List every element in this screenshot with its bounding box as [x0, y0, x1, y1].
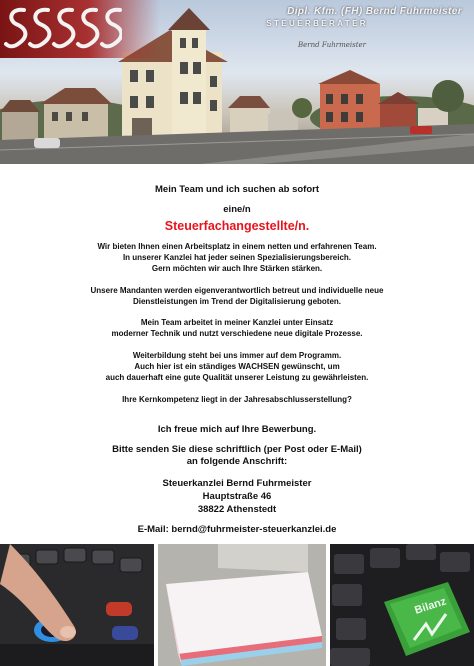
paragraph-kernkompetenz: [0, 394, 474, 405]
paragraph-line: Gern möchten wir auch Ihre Stärken stärken.: [151, 264, 323, 273]
stylized-s-logo-icon: [4, 2, 122, 54]
bilanz-key-label: Bilanz: [413, 595, 448, 617]
paragraph-mandanten: [0, 285, 474, 307]
header-banner: [0, 0, 474, 164]
address-line: Steuerkanzlei Bernd Fuhrmeister: [162, 478, 312, 489]
sticky-notes-image: [158, 544, 326, 666]
paragraph-line: moderner Technik und nutzt verschiedene neue digitale Prozesse.: [111, 329, 363, 338]
firm-subtitle: STEUERBERATER: [266, 19, 368, 28]
send-line: an folgende Anschrift:: [186, 456, 288, 467]
email-address[interactable]: E-Mail: bernd@fuhrmeister-steuerkanzlei.de: [137, 524, 337, 535]
calculator-keypad-image: [0, 544, 154, 666]
keyboard-bilanz-key-image: [330, 544, 474, 666]
send-line: Bitte senden Sie diese schriftlich (per Post oder E-Mail): [112, 444, 362, 455]
paragraph-weiterbildung: [0, 350, 474, 383]
address-line: 38822 Athenstedt: [197, 504, 277, 515]
paragraph-line: Dienstleistungen im Trend der Digitalisierung geboten.: [132, 297, 342, 306]
paragraph-line: auch dauerhaft eine gute Qualität unserer Leistung zu gewährleisten.: [105, 373, 369, 382]
send-instructions: [0, 444, 474, 468]
intro-text: Mein Team und ich suchen ab sofort: [155, 184, 319, 195]
paragraph-line: Ihre Kernkompetenz liegt in der Jahresabschlusserstellung?: [122, 395, 352, 404]
paragraph-line: In unserer Kanzlei hat jeder seinen Spezialisierungsbereich.: [122, 253, 352, 262]
job-title: Steuerfachangestellte/n.: [164, 219, 310, 233]
paragraph-line: Weiterbildung steht bei uns immer auf dem Programm.: [132, 351, 342, 360]
paragraph-line: Mein Team arbeitet in meiner Kanzlei unter Einsatz: [140, 318, 334, 327]
postal-address: [0, 477, 474, 516]
paragraph-technik: [0, 317, 474, 339]
paragraph-team: [0, 241, 474, 274]
paragraph-line: Wir bieten Ihnen einen Arbeitsplatz in einem netten und erfahrenen Team.: [97, 242, 377, 251]
footer-photos: [0, 544, 474, 666]
signature: Bernd Fuhrmeister: [298, 41, 366, 49]
eine-text: eine/n: [223, 204, 251, 215]
address-line: Hauptstraße 46: [202, 491, 272, 502]
job-ad-body: [0, 164, 474, 544]
paragraph-line: Unsere Mandanten werden eigenverantwortlich betreut und individuelle neue: [90, 286, 384, 295]
closing-text: Ich freue mich auf Ihre Bewerbung.: [157, 424, 317, 435]
firm-name: Dipl. Kfm. (FH) Bernd Fuhrmeister: [287, 6, 462, 17]
paragraph-line: Auch hier ist ein ständiges WACHSEN gewünscht, um: [134, 362, 340, 371]
